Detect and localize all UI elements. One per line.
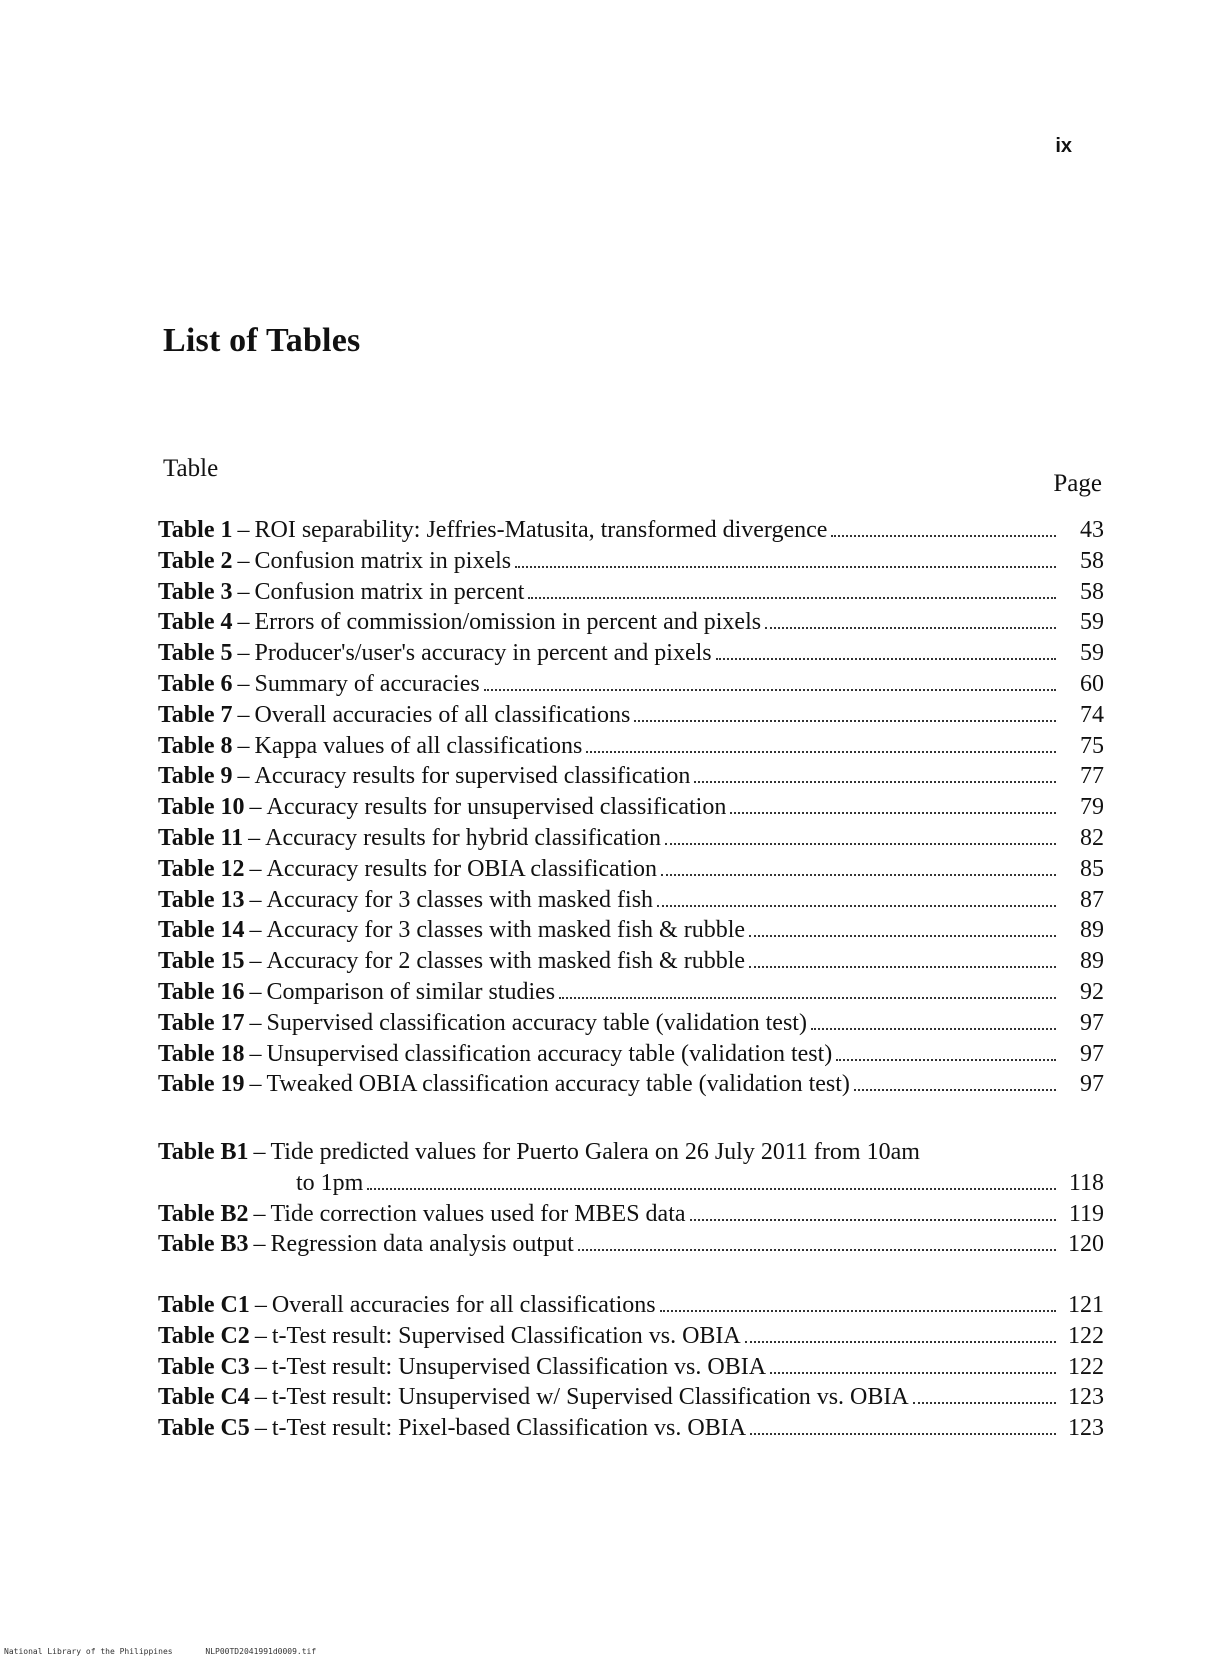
toc-entry-description: Confusion matrix in percent [254,578,525,605]
toc-entry [158,638,1104,669]
toc-entry-description: Confusion matrix in pixels [254,547,512,574]
toc-entry-label: Table B3 [158,1231,249,1258]
toc-entry-page: 122 [1068,1353,1104,1380]
toc-entry-separator: – [237,517,250,543]
toc-entry-description: t-Test result: Unsupervised Classification vs. OBIA [271,1353,767,1380]
toc-entry-description: Tide correction values used for MBES data [270,1200,686,1227]
dot-leader [749,966,1056,968]
toc-entry-label: Table C2 [158,1322,250,1349]
toc-entry-description: Accuracy results for unsupervised classification [266,794,727,821]
dot-leader [657,905,1056,907]
dot-leader [765,627,1056,629]
toc-entry-label: Table 2 [158,547,233,574]
toc-entry [158,915,1104,946]
toc-entry [158,607,1104,638]
dot-leader [586,751,1056,753]
toc-entry-separator: – [237,547,250,574]
toc-entry-label: Table 7 [158,701,233,728]
toc-entry [158,546,1104,577]
toc-entry-separator: – [253,1200,266,1227]
toc-entry-label: Table 12 [158,855,245,882]
toc-entry [158,977,1104,1008]
dot-leader [665,843,1056,845]
toc-entry-label: Table 15 [158,948,245,975]
toc-entry-page: 82 [1080,824,1104,851]
toc-entry-description: Tide predicted values for Puerto Galera on 26 July 2011 from 10am [270,1139,920,1165]
toc-group-main [158,515,1104,1100]
toc-entry-description: t-Test result: Unsupervised w/ Supervised Classification vs. OBIA [271,1384,909,1411]
toc-entry-description: Unsupervised classification accuracy table (validation test) [266,1040,833,1067]
toc-entry-description: t-Test result: Supervised Classification vs. OBIA [271,1322,741,1349]
toc-entry-label: Table 10 [158,794,245,821]
toc-group-appendix-c [158,1290,1104,1444]
toc-entry [158,1008,1104,1039]
toc-entry-label: Table 11 [158,824,244,851]
toc-entry-label: Table 9 [158,763,233,790]
toc-entry-separator: – [254,1384,267,1411]
toc-entry [158,885,1104,916]
toc-entry [158,946,1104,977]
toc-entry-label: Table 16 [158,978,245,1005]
footer-library: National Library of the Philippines [4,1647,173,1656]
dot-leader [716,658,1056,660]
toc-entry-page: 92 [1080,978,1104,1005]
toc-entry-label: Table 19 [158,1071,245,1098]
toc-entry-page: 97 [1080,1071,1104,1098]
toc-entry-separator: – [249,886,262,913]
dot-leader [770,1372,1056,1374]
toc-entry-label: Table B1 [158,1139,249,1165]
toc-entry-description: Accuracy for 3 classes with masked fish [266,886,654,913]
toc-entry-separator: – [237,701,250,728]
dot-leader [660,1310,1056,1312]
toc-entry-page: 123 [1068,1415,1104,1442]
toc-entry-page: 123 [1068,1384,1104,1411]
toc-entry-separator: – [237,609,250,636]
toc-entry-separator: – [248,824,261,851]
toc-entry [158,1199,1104,1230]
toc-entry-description: Comparison of similar studies [266,978,556,1005]
toc-entry-label: Table C1 [158,1292,250,1318]
toc-entry [158,1229,1104,1260]
toc-entry-description-continued: to 1pm [296,1169,364,1196]
toc-entry-label: Table C3 [158,1353,250,1380]
toc-entry-separator: – [249,1009,262,1036]
toc-entry-description: ROI separability: Jeffries-Matusita, transformed divergence [254,517,828,543]
dot-leader [694,781,1056,783]
dot-leader [750,1433,1056,1435]
toc-entry [158,761,1104,792]
toc-entry-separator: – [249,1071,262,1098]
toc-entry-description: Regression data analysis output [270,1231,574,1258]
toc-entry-description: Overall accuracies for all classifications [271,1292,656,1318]
toc-entry-page: 58 [1080,578,1104,605]
toc-entry-description: Accuracy for 2 classes with masked fish & rubble [266,948,746,975]
toc-entry-label: Table 4 [158,609,233,636]
toc-entry [158,1382,1104,1413]
toc-entry-separator: – [254,1353,267,1380]
toc-entry-separator: – [237,640,250,667]
toc-entry [158,700,1104,731]
dot-leader [690,1219,1056,1221]
toc-entry [158,515,1104,546]
toc-entry-description: Accuracy results for supervised classification [254,763,691,790]
dot-leader [528,597,1056,599]
toc-entry-label: Table C5 [158,1415,250,1442]
toc-entry-page: 118 [1068,1169,1104,1196]
toc-entry-separator: – [249,978,262,1005]
toc-entry [158,669,1104,700]
toc-entry-description: Overall accuracies of all classifications [254,701,631,728]
column-header-page: Page [1053,470,1102,497]
dot-leader [854,1089,1056,1091]
toc-entry-label: Table 14 [158,917,245,944]
toc-entry-description: Accuracy results for OBIA classification [266,855,658,882]
toc-entry [158,1069,1104,1100]
toc-entry-label: Table 5 [158,640,233,667]
toc-entry-label: Table 13 [158,886,245,913]
toc-entry-page: 43 [1080,517,1104,543]
column-header-table: Table [163,455,219,482]
toc-entry-page: 89 [1080,917,1104,944]
toc-entry [158,577,1104,608]
toc-entry-separator: – [237,763,250,790]
toc-entry-label: Table B2 [158,1200,249,1227]
toc-entry-description: t-Test result: Pixel-based Classification vs. OBIA [271,1415,747,1442]
toc-entry-separator: – [253,1139,266,1165]
toc-entry-label: Table 8 [158,732,233,759]
dot-leader [367,1188,1056,1190]
toc-entry-description: Kappa values of all classifications [254,732,583,759]
toc-entry-page: 121 [1068,1292,1104,1318]
toc-entry-description: Supervised classification accuracy table (validation test) [266,1009,807,1036]
toc-entry-page: 97 [1080,1040,1104,1067]
dot-leader [515,566,1056,568]
toc-entry-page: 75 [1080,732,1104,759]
toc-entry-page: 89 [1080,948,1104,975]
toc-entry [158,1352,1104,1383]
dot-leader [913,1402,1056,1404]
toc-entry [158,1039,1104,1070]
dot-leader [730,812,1056,814]
dot-leader [811,1028,1056,1030]
toc-entry-page: 85 [1080,855,1104,882]
toc-entry-page: 60 [1080,670,1104,697]
toc-entry-page: 79 [1080,794,1104,821]
toc-entry-separator: – [249,917,262,944]
toc-entry-label: Table C4 [158,1384,250,1411]
toc-entry-page: 58 [1080,547,1104,574]
toc-entry-separator: – [254,1322,267,1349]
toc-entry-separator: – [254,1415,267,1442]
toc-entry-page: 59 [1080,640,1104,667]
toc-entry [158,731,1104,762]
toc-entry-description: Accuracy results for hybrid classification [265,824,662,851]
toc-entry-separator: – [249,948,262,975]
toc-entry-label: Table 18 [158,1040,245,1067]
toc-entry-page: 77 [1080,763,1104,790]
toc-entry-label: Table 1 [158,517,233,543]
toc-entry-description: Accuracy for 3 classes with masked fish & rubble [266,917,746,944]
dot-leader [484,689,1056,691]
toc-group-appendix-b [158,1137,1104,1260]
toc-entry-separator: – [237,578,250,605]
dot-leader [749,935,1056,937]
page-title: List of Tables [163,322,361,359]
toc-entry-separator: – [237,732,250,759]
toc-entry [158,1137,1104,1168]
toc-entry-label: Table 17 [158,1009,245,1036]
toc-entry [158,1413,1104,1444]
toc-entry-description: Producer's/user's accuracy in percent and pixels [254,640,712,667]
toc-entry-label: Table 3 [158,578,233,605]
dot-leader [836,1059,1056,1061]
toc-entry [158,823,1104,854]
toc-entry-page: 59 [1080,609,1104,636]
toc-entry-page: 97 [1080,1009,1104,1036]
dot-leader [745,1341,1056,1343]
toc-entry-label: Table 6 [158,670,233,697]
toc-entry-separator: – [253,1231,266,1258]
scan-footer [4,1647,344,1656]
toc-entry [158,1290,1104,1321]
toc-entry-description: Errors of commission/omission in percent and pixels [254,609,762,636]
toc-entry-separator: – [249,794,262,821]
toc-entry-separator: – [249,1040,262,1067]
toc-entry-page: 120 [1068,1231,1104,1258]
footer-filename: NLP00TD2041991d0009.tif [205,1647,317,1656]
toc-entry-separator: – [254,1292,267,1318]
toc-entry-page: 74 [1080,701,1104,728]
dot-leader [661,874,1056,876]
dot-leader [578,1249,1056,1251]
toc-entry-separator: – [237,670,250,697]
toc-entry-description: Summary of accuracies [254,670,480,697]
toc-entry [158,792,1104,823]
toc-entry-page: 119 [1068,1200,1104,1227]
dot-leader [831,535,1056,537]
dot-leader [634,720,1056,722]
dot-leader [559,997,1056,999]
toc-entry [158,1321,1104,1352]
toc-entry-separator: – [249,855,262,882]
toc-entry [158,854,1104,885]
toc-entry-page: 122 [1068,1322,1104,1349]
toc-entry-page: 87 [1080,886,1104,913]
page-number: ix [1055,135,1072,157]
toc-entry-continuation [158,1168,1104,1199]
toc-entry-description: Tweaked OBIA classification accuracy table (validation test) [266,1071,850,1098]
